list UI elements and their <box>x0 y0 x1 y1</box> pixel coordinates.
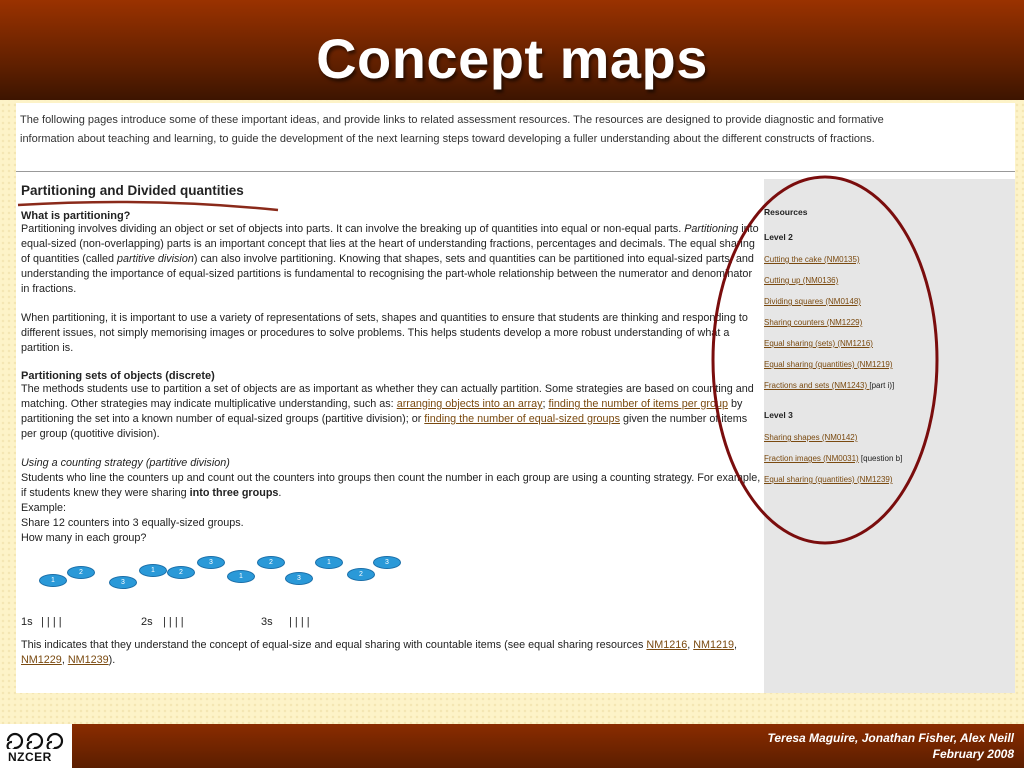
p3-text-b: ; <box>542 398 549 410</box>
level-3-item <box>764 453 1004 465</box>
logo-text: NZCER <box>8 750 52 764</box>
counter-token: 1 <box>139 564 167 577</box>
level-2-item <box>764 380 1004 392</box>
paragraph-representations: When partitioning, it is important to use a variety of representations of sets, shapes and quantities to ensure that students are thinking and responding to different issues, not simply memorising images or procedures to solve problems. This helps students develop a more robust understanding of what a partition is. <box>21 312 748 354</box>
p4-text-b: . <box>278 487 282 499</box>
spiral-logo-icon <box>4 727 68 749</box>
counter-token: 2 <box>167 566 195 579</box>
paragraph-counting <box>21 471 761 501</box>
counter-token: 1 <box>315 556 343 569</box>
p5-comma-1: , <box>687 639 694 651</box>
section-heading: Partitioning and Divided quantities <box>21 183 244 198</box>
intro-line-2: information about teaching and learning, to guide the development of the next learning steps toward developing a fuller understanding about the different constructs of fractions. <box>20 133 875 145</box>
paragraph-conclusion <box>21 638 761 668</box>
tally-row <box>21 616 761 638</box>
level-2-resource-link[interactable]: Dividing squares (NM0148) <box>764 297 861 306</box>
counter-token: 3 <box>373 556 401 569</box>
example-question: How many in each group? <box>21 532 147 544</box>
footer-credits <box>767 730 1014 762</box>
strategy-title <box>21 456 761 471</box>
p5-text-b: ). <box>108 654 116 666</box>
p4-bold: into three groups <box>189 487 279 499</box>
example-label: Example: <box>21 502 67 514</box>
tally-marks-2s: | | | | <box>163 616 184 628</box>
sidebar-level-3: Level 3 <box>764 410 793 420</box>
intro-text <box>20 111 1010 149</box>
p1-emphasis-1: Partitioning <box>684 223 739 235</box>
level-2-resource-link[interactable]: Cutting up (NM0136) <box>764 276 839 285</box>
counter-token: 1 <box>227 570 255 583</box>
counter-token: 1 <box>39 574 67 587</box>
counter-token: 2 <box>67 566 95 579</box>
level-3-resource-link[interactable]: Fraction images (NM0031) <box>764 454 859 463</box>
level-3-list <box>764 432 1004 486</box>
p1-emphasis-2: partitive division <box>117 253 194 265</box>
level-2-resource-link[interactable]: Sharing counters (NM1229) <box>764 318 863 327</box>
link-items-per-group[interactable]: finding the number of items per group <box>548 398 728 410</box>
level-3-item <box>764 432 1004 444</box>
link-nm1239[interactable]: NM1239 <box>67 654 109 666</box>
level-3-resource-note: [question b] <box>858 454 903 463</box>
question-what-is-partitioning: What is partitioning? <box>21 210 131 222</box>
p3-text-c: by partitioning the set into a known number of equal-sized groups (partitive division); or <box>21 398 743 425</box>
counter-token: 2 <box>347 568 375 581</box>
link-nm1229[interactable]: NM1229 <box>21 654 62 666</box>
level-2-list <box>764 254 1004 392</box>
counter-token: 3 <box>109 576 137 589</box>
level-2-resource-link[interactable]: Equal sharing (sets) (NM1216) <box>764 339 873 348</box>
link-nm1216[interactable]: NM1216 <box>646 639 688 651</box>
counter-token: 2 <box>257 556 285 569</box>
sidebar-title: Resources <box>764 207 808 217</box>
link-arranging-array[interactable]: arranging objects into an array <box>396 398 543 410</box>
level-3-item <box>764 474 1004 486</box>
tally-marks-1s: | | | | <box>41 616 62 628</box>
level-2-item <box>764 275 1004 287</box>
paragraph-partitioning <box>21 222 761 297</box>
sidebar-level-2: Level 2 <box>764 232 793 242</box>
link-nm1219[interactable]: NM1219 <box>693 639 735 651</box>
p3-text-a: The methods students use to partition a set of objects are as important as whether they can actually partition. Some strategies are based on counting and matching. Other strategies may indicate multiplicative understanding, such as: <box>21 383 754 410</box>
level-2-resource-link[interactable]: Equal sharing (quantities) (NM1219) <box>764 360 893 369</box>
level-2-item <box>764 317 1004 329</box>
level-2-item <box>764 338 1004 350</box>
main-content <box>21 183 761 668</box>
level-2-resource-link[interactable]: Cutting the cake (NM0135) <box>764 255 860 264</box>
counter-token: 3 <box>197 556 225 569</box>
p5-comma-3: , <box>61 654 68 666</box>
tally-marks-3s: | | | | <box>289 616 310 628</box>
counter-token: 3 <box>285 572 313 585</box>
footer-authors: Teresa Maguire, Jonathan Fisher, Alex Neill <box>767 731 1014 745</box>
nzcer-logo <box>0 724 72 768</box>
level-2-item <box>764 254 1004 266</box>
paragraph-methods <box>21 382 761 442</box>
level-2-item <box>764 359 1004 371</box>
strategy-title-text: Using a counting strategy (partitive division) <box>21 457 230 469</box>
intro-line-1: The following pages introduce some of these important ideas, and provide links to related assessment resources. The resources are designed to provide diagnostic and formative <box>20 114 884 126</box>
link-equal-sized-groups[interactable]: finding the number of equal-sized groups <box>424 413 620 425</box>
level-3-resource-link[interactable]: Sharing shapes (NM0142) <box>764 433 858 442</box>
p5-text-a: This indicates that they understand the concept of equal-size and equal sharing with countable items (see equal sharing resources <box>21 639 647 651</box>
tally-label-3s: 3s <box>261 616 273 628</box>
resources-sidebar <box>764 179 1015 693</box>
p4-text-a: Students who line the counters up and count out the counters into groups then count the number in each group are using a counting strategy. For example, if students knew they were sharing <box>21 472 761 499</box>
counters-illustration <box>21 556 761 604</box>
footer-date: February 2008 <box>932 747 1014 761</box>
level-2-item <box>764 296 1004 308</box>
slide-title: Concept maps <box>316 27 708 90</box>
level-2-resource-link[interactable]: Fractions and sets (NM1243) <box>764 381 870 390</box>
p1-text-a: Partitioning involves dividing an object or set of objects into parts. It can involve the breaking up of quantities into equal or non-equal parts. <box>21 223 685 235</box>
heading-partitioning-sets: Partitioning sets of objects (discrete) <box>21 370 215 382</box>
tally-label-1s: 1s <box>21 616 33 628</box>
p5-comma-2: , <box>734 639 738 651</box>
level-2-resource-note: [part i)] <box>869 381 895 390</box>
p3-text-d: given the number of items per group (quotitive division). <box>21 413 748 440</box>
p1-text-c: ) can also involve partitioning. Knowing that shapes, sets and quantities can be partitioned into equal-sized parts, and understanding the importance of equal-sized partitions is fundamental to recognising the part-whole relationship between the numerator and denominator in fractions. <box>21 253 754 295</box>
divider <box>16 171 1015 172</box>
tally-label-2s: 2s <box>141 616 153 628</box>
example-line: Share 12 counters into 3 equally-sized groups. <box>21 517 244 529</box>
p1-text-b: into equal-sized (non-overlapping) parts is an important concept that lies at the heart of understanding fractions, percentages and decimals. The equal sharing of quantities (called <box>21 223 759 265</box>
screenshot-panel <box>16 103 1015 693</box>
level-3-resource-link[interactable]: Equal sharing (quantities) (NM1239) <box>764 475 893 484</box>
